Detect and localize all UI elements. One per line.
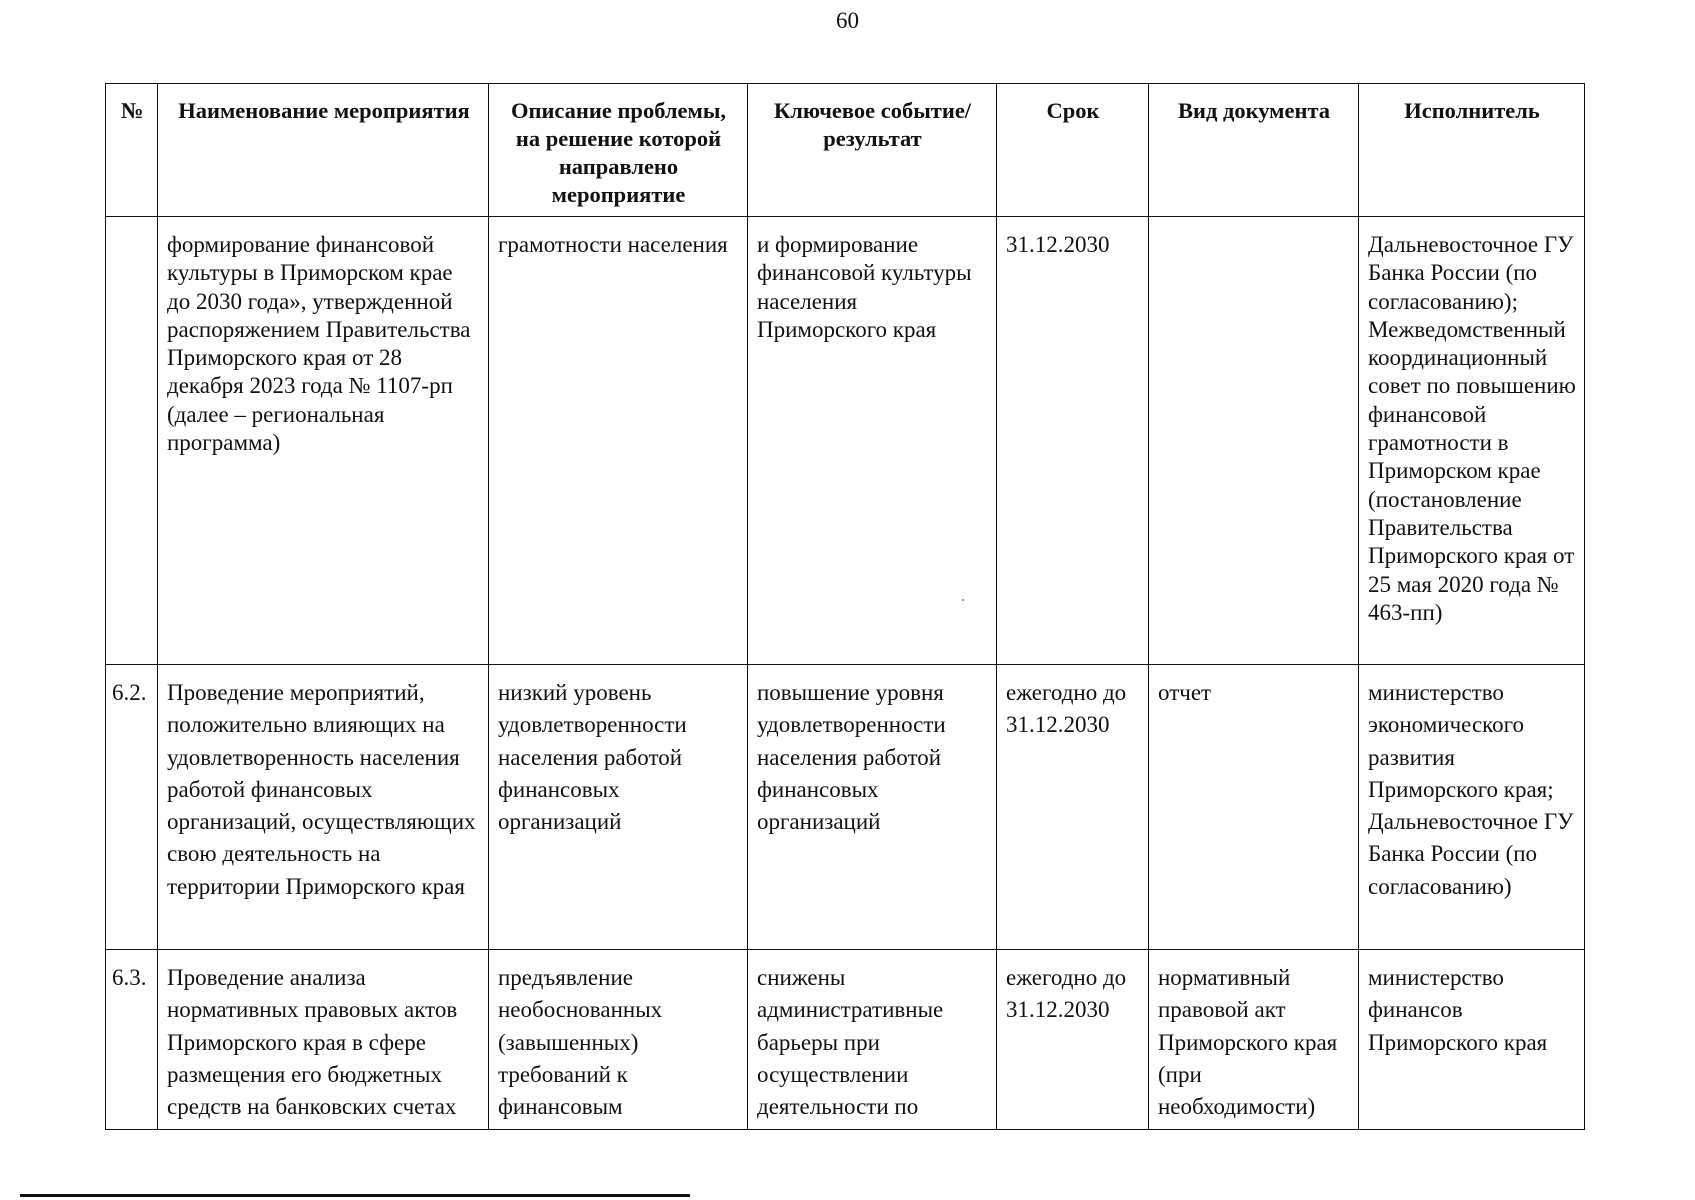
header-key-result: Ключевое событие/результат	[748, 84, 997, 217]
problem-cell: предъявление необоснованных (завышенных) требований к финансовым	[489, 950, 748, 1130]
measure-name-cell: Проведение анализа нормативных правовых актов Приморского края в сфере размещения его бюджетных средств на банковских счетах	[158, 950, 489, 1130]
table-row	[106, 665, 1585, 950]
deadline-cell: ежегодно до 31.12.2030	[997, 665, 1149, 950]
executor-cell: министерство экономического развития Приморского края; Дальневосточное ГУ Банка России (по согласованию)	[1359, 665, 1585, 950]
result-cell: повышение уровня удовлетворенности населения работой финансовых организаций	[748, 665, 997, 950]
row-number	[106, 217, 158, 665]
table-row	[106, 217, 1585, 665]
page-number: 60	[836, 8, 859, 33]
header-deadline: Срок	[997, 84, 1149, 217]
measure-name-cell: Проведение мероприятий, положительно влияющих на удовлетворенность населения работой финансовых организаций, осуществляющих свою деятельность на территории Приморского края	[158, 665, 489, 950]
table-row	[106, 950, 1585, 1130]
document-type-cell: нормативный правовой акт Приморского края (при необходимости)	[1149, 950, 1359, 1130]
problem-cell: низкий уровень удовлетворенности населения работой финансовых организаций	[489, 665, 748, 950]
measures-table	[105, 83, 1585, 1130]
header-problem-description: Описание проблемы, на решение которой направлено мероприятие	[489, 84, 748, 217]
header-document-type: Вид документа	[1149, 84, 1359, 217]
scan-speck	[962, 599, 964, 601]
header-measure-name: Наименование мероприятия	[158, 84, 489, 217]
document-type-cell: отчет	[1149, 665, 1359, 950]
document-type-cell	[1149, 217, 1359, 665]
result-cell: и формирование финансовой культуры населения Приморского края	[748, 217, 997, 665]
footnote-separator-line	[20, 1194, 690, 1197]
header-number: №	[106, 84, 158, 217]
deadline-cell: 31.12.2030	[997, 217, 1149, 665]
header-executor: Исполнитель	[1359, 84, 1585, 217]
executor-cell: Дальневосточное ГУ Банка России (по согласованию); Межведомственный координационный совет по повышению финансовой грамотности в Приморском крае (постановление Правительства Приморского края от 25 мая 2020 года № 463-пп)	[1359, 217, 1585, 665]
row-number: 6.2.	[106, 665, 158, 950]
row-number: 6.3.	[106, 950, 158, 1130]
problem-cell: грамотности населения	[489, 217, 748, 665]
table-header-row	[106, 84, 1585, 217]
deadline-cell: ежегодно до 31.12.2030	[997, 950, 1149, 1130]
result-cell: снижены административные барьеры при осуществлении деятельности по	[748, 950, 997, 1130]
executor-cell: министерство финансов Приморского края	[1359, 950, 1585, 1130]
measure-name-cell: формирование финансовой культуры в Приморском крае до 2030 года», утвержденной распоряжением Правительства Приморского края от 28 декабря 2023 года № 1107-рп (далее – региональная программа)	[158, 217, 489, 665]
